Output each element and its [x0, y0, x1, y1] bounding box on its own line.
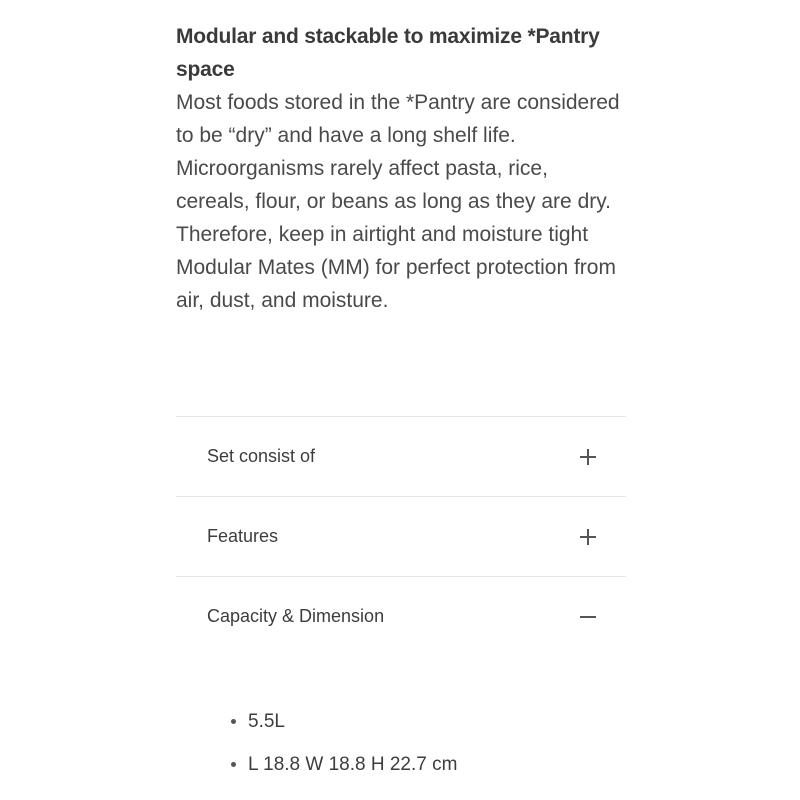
product-description: Most foods stored in the *Pantry are considered to be “dry” and have a long shelf life. Microorganisms rarely affect pasta, rice, cereals, flour, or beans as long as they are dry. Therefore, keep in airtight and moisture tight Modular Mates (MM) for perfect protection from air, dust, and moisture. — [176, 91, 620, 312]
list-item — [228, 700, 457, 743]
product-info-accordion — [176, 416, 626, 656]
list-item — [228, 743, 457, 786]
capacity-value: 5.5L — [248, 710, 285, 732]
accordion-label: Set consist of — [207, 446, 316, 466]
bullet-icon — [231, 719, 236, 724]
bullet-icon — [231, 762, 236, 767]
product-description-section — [176, 20, 626, 317]
plus-icon[interactable] — [580, 449, 596, 465]
accordion-item-capacity-dimension[interactable] — [176, 576, 626, 656]
accordion-item-set-consist-of[interactable] — [176, 416, 626, 496]
capacity-details-list — [228, 700, 457, 786]
minus-icon[interactable] — [580, 609, 596, 625]
product-headline: Modular and stackable to maximize *Pantry space — [176, 25, 600, 81]
accordion-item-features[interactable] — [176, 496, 626, 576]
plus-icon[interactable] — [580, 529, 596, 545]
accordion-label: Features — [207, 526, 279, 546]
accordion-label: Capacity & Dimension — [207, 606, 385, 626]
dimension-value: L 18.8 W 18.8 H 22.7 cm — [248, 753, 458, 775]
